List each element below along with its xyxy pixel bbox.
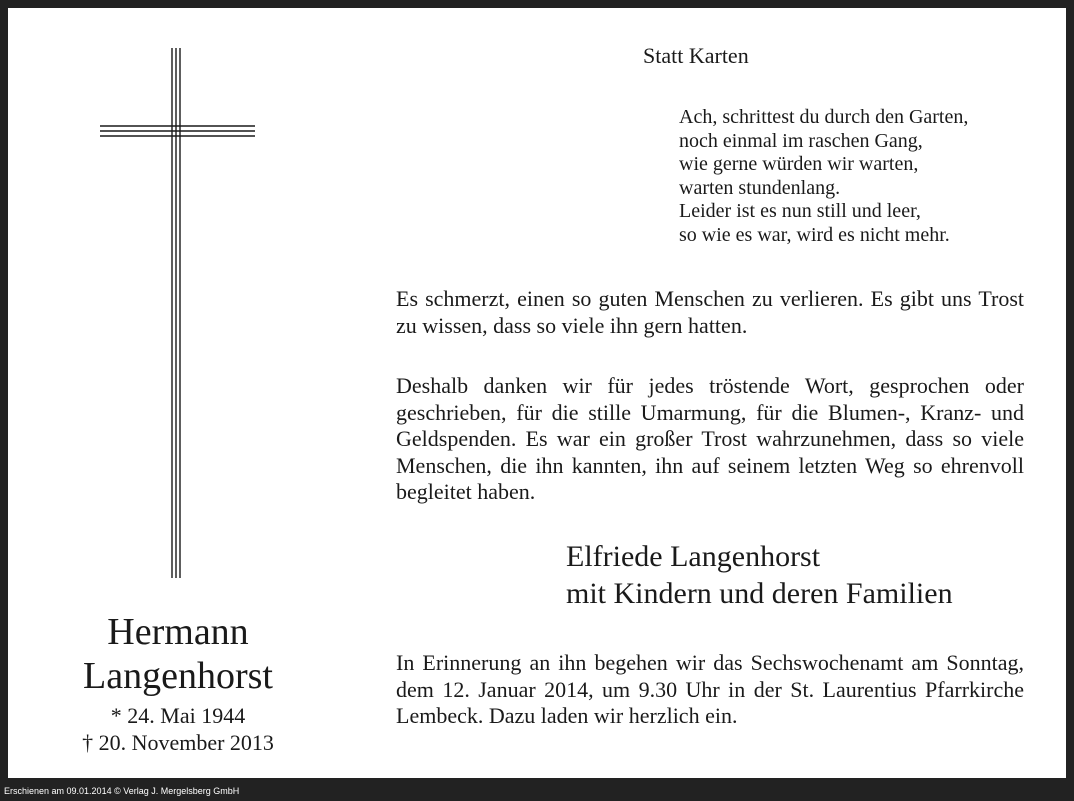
paragraph-memorial-mass: In Erinnerung an ihn begehen wir das Sechswochenamt am Sonntag, dem 12. Januar 2014, um 9.30 Uhr in der St. Laurentius Pfarrkirche Lembeck. Dazu laden wir herzlich ein.	[396, 650, 1024, 728]
poem-line: so wie es war, wird es nicht mehr.	[679, 223, 950, 246]
deceased-first-name: Hermann	[107, 611, 249, 653]
paragraph-thanks: Deshalb danken wir für jedes tröstende Wort, gesprochen oder geschrieben, für die stille Umarmung, für die Blumen-, Kranz- und Geldspenden. Es war ein großer Trost wahrzunehmen, dass so viele Menschen, die ihn kannten, ihn auf seinem letzten Weg so ehrenvoll begleitet haben.	[396, 373, 1024, 504]
poem-line: noch einmal im raschen Gang,	[679, 129, 923, 152]
poem-line: wie gerne würden wir warten,	[679, 153, 919, 175]
poem	[679, 106, 968, 247]
cross-icon	[100, 48, 260, 588]
birth-date: * 24. Mai 1944	[110, 703, 246, 728]
death-date: † 20. November 2013	[82, 730, 274, 755]
paragraph-grief: Es schmerzt, einen so guten Menschen zu verlieren. Es gibt uns Trost zu wissen, dass so viele ihn gern hatten.	[396, 286, 1024, 338]
notice-heading: Statt Karten	[643, 43, 749, 68]
deceased-last-name: Langenhorst	[83, 655, 273, 697]
signature-line: Elfriede Langenhorst	[566, 540, 821, 573]
poem-line: Ach, schrittest du durch den Garten,	[679, 106, 969, 128]
poem-line: warten stundenlang.	[679, 176, 841, 199]
poem-line: Leider ist es nun still und leer,	[679, 200, 921, 222]
signature-line: mit Kindern und deren Familien	[566, 577, 953, 610]
signature	[566, 538, 953, 612]
publication-footer: Erschienen am 09.01.2014 © Verlag J. Mergelsberg GmbH	[4, 786, 240, 796]
obituary-card	[8, 8, 1066, 778]
